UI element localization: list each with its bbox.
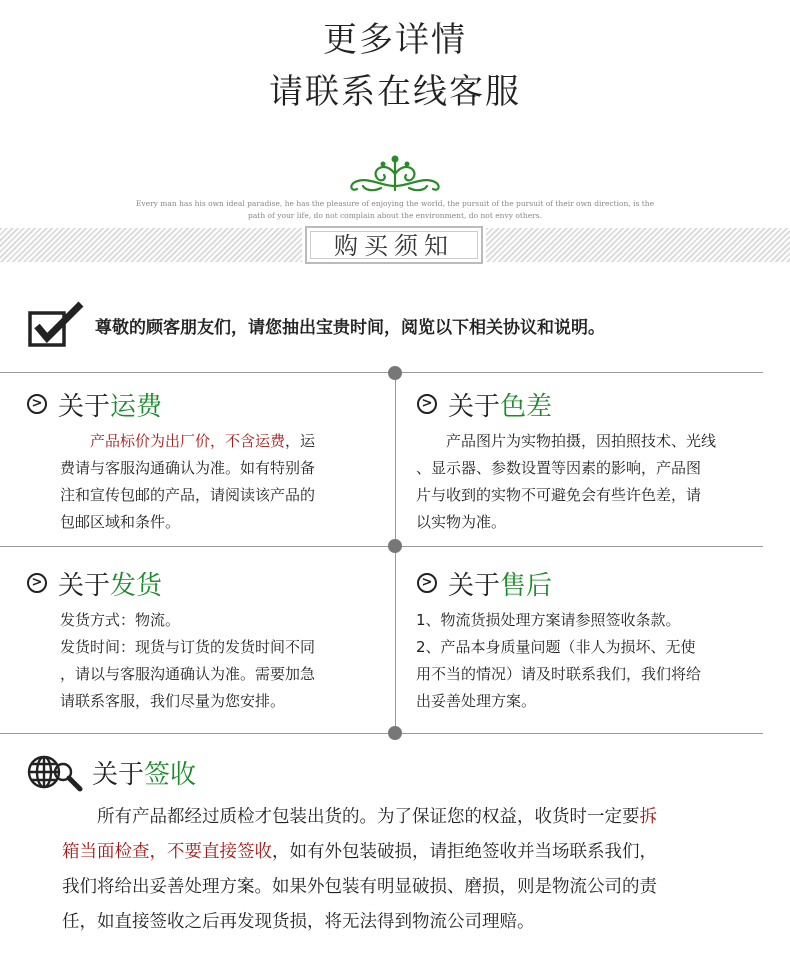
shipping-fee-text: 产品标价为出厂价，不含运费，运 费请与客服沟通确认为准。如有特别备 注和宣传包邮的产品，请阅读该产品的 包邮区域和条件。 [60, 432, 316, 531]
banner-title: 购买须知 [310, 231, 478, 259]
intro-text: 尊敬的顾客朋友们，请您抽出宝贵时间，阅览以下相关协议和说明。 [95, 318, 605, 338]
globe-magnifier-icon [27, 752, 83, 792]
section-title-receipt: 关于签收 [92, 760, 197, 790]
motto-line-2: path of your life, do not complain about the environment, do not envy others. [248, 211, 542, 220]
ornament-icon [345, 152, 445, 194]
banner-stripe-right [486, 228, 790, 262]
divider-top [0, 372, 763, 373]
divider-dot-middle [388, 539, 402, 553]
header-line-1: 更多详情 [323, 20, 467, 60]
divider-middle [0, 546, 763, 547]
section-title-after-sales: 关于售后 [448, 571, 553, 601]
receipt-text: 所有产品都经过质检才包装出货的。为了保证您的权益，收货时一定要拆 箱当面检查，不要直接签收，如有外包装破损，请拒绝签收并当场联系我们， 我们将给出妥善处理方案。如果外包装有明显破损、磨损，则是物流公司的责 任，如直接签收之后再发现货损，将无法得到物流公司理赔。 [62, 807, 657, 932]
section-title-color-diff: 关于色差 [448, 392, 553, 422]
banner-stripe-left [0, 228, 302, 262]
banner-box [305, 226, 483, 264]
circle-arrow-icon: > [27, 573, 47, 593]
color-diff-text: 产品图片为实物拍摄，因拍照技术、光线 、显示器、参数设置等因素的影响，产品图 片与收到的实物不可避免会有些许色差，请 以实物为准。 [416, 432, 717, 531]
divider-dot-top [388, 366, 402, 380]
header-line-2: 请联系在线客服 [269, 72, 521, 112]
circle-arrow-icon: > [417, 394, 437, 414]
section-title-shipping-fee: 关于运费 [58, 392, 163, 422]
divider-dot-bottom [388, 726, 402, 740]
divider-bottom [0, 733, 763, 734]
checkbox-check-icon [27, 300, 85, 348]
delivery-text: 发货方式：物流。 发货时间：现货与订货的发货时间不同 ，请以与客服沟通确认为准。需要加急 请联系客服，我们尽量为您安排。 [60, 611, 316, 710]
motto-line-1: Every man has his own ideal paradise, he has the pleasure of enjoying the world, the pursuit of the pursuit of their own direction, is the [135, 199, 655, 208]
circle-arrow-icon: > [27, 394, 47, 414]
after-sales-text: 1、物流货损处理方案请参照签收条款。 2、产品本身质量问题（非人为损坏、无使 用不当的情况）请及时联系我们，我们将给 出妥善处理方案。 [416, 611, 702, 710]
circle-arrow-icon: > [417, 573, 437, 593]
section-title-delivery: 关于发货 [58, 571, 163, 601]
